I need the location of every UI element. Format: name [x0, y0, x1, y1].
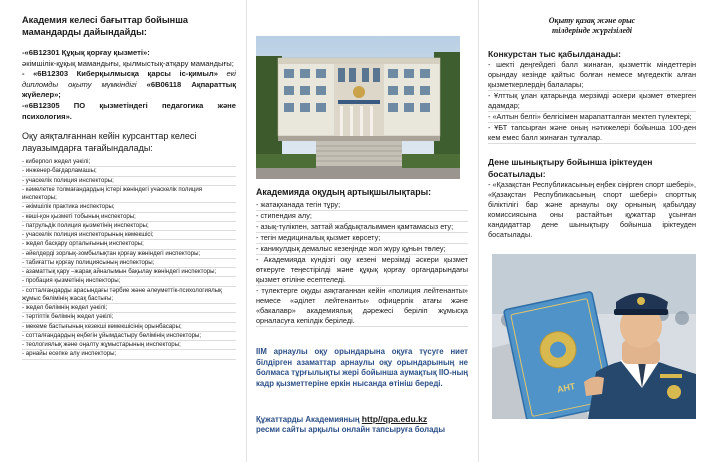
sport-text: - «Қазақстан Республикасының еңбек сіңірген спорт шебері», «Қазақстан Республикасының спорт шебері» спорттық біліктілігі бар және арнаулы оқу орнының қабылдау комиссиясына оны растайтын құжаттар ұсынған кандидаттар дене шынықтыру бойынша іріктеуден босатылады. [488, 180, 696, 239]
position-item: - көші-қон қызметі тобының инспекторы; [22, 213, 236, 222]
position-item: - теологиялық және оңалту жұмыстарының инспекторы; [22, 341, 236, 350]
advantage-item: - азық-түлікпен, заттай жабдықталыммен қамтамасыз ету; [256, 222, 468, 233]
position-item: - учаскелік полиция инспекторының көмекшісі; [22, 231, 236, 240]
building-photo [256, 36, 460, 179]
position-item: - тәртіптік бөлімнің жедел уәкілі; [22, 313, 236, 322]
position-item: - мекеме бастығының кезекші көмекшісінің орынбасары; [22, 323, 236, 332]
building-illustration [256, 36, 460, 179]
language-note: Оқыту қазақ және орыс тілдерінде жүргізіледі [548, 16, 636, 35]
oath-illustration [492, 254, 696, 419]
advantage-item: - каникулдық демалыс кезеңінде жол жүру құнын төлеу; [256, 244, 468, 255]
oath-photo [492, 254, 696, 419]
program-pedagogy: -«6B12305 ПО қызметіндегі педагогика және психология». [22, 100, 236, 121]
sport-title: Дене шынықтыру бойынша іріктеуден босатылады: [488, 157, 653, 179]
svg-text:АНТ: АНТ [556, 381, 577, 395]
position-item: - сотталғандардың еңбегін ұйымдастыру бөлімінің инспекторы; [22, 332, 236, 341]
advantages-list [256, 200, 468, 327]
quota-list [488, 60, 696, 144]
position-item: - пробация қызметінің инспекторы; [22, 277, 236, 286]
column-programs [22, 0, 236, 462]
quota-item: - ҰБТ тапсырған және оның нәтижелері бойынша 100-ден кем емес балл жинаған тұлғалар. [488, 123, 696, 142]
quota-item: - шекті деңгейдегі балл жинаған, қызметтік міндеттерін орындау кезінде қайтыс болған немесе мүгедектік алған қызметкерлердің балалары; [488, 60, 696, 89]
position-item: - патрульдік полиция қызметінің инспекторы; [22, 222, 236, 231]
position-item: - инженер-бағдарламашы; [22, 167, 236, 176]
position-item: - кәмелетке толмағандардың істері жөніндегі учаскелік полиция инспекторы; [22, 186, 236, 204]
fold-line [246, 0, 247, 462]
advantage-item: - стипендия алу; [256, 211, 468, 222]
column-advantages [256, 0, 468, 462]
program-law-enforcement: -«6B12301 Құқық қорғау қызметі»: әкімшілік-құқық мамандығы, қылмыстық-атқару мамандығы; [22, 48, 234, 68]
positions-list [22, 158, 236, 360]
programs-title: Академия келесі бағыттар бойынша мамандарды дайындайды: [22, 15, 188, 37]
column-admission [488, 0, 696, 462]
advantage-item: - жатақханада тегін тұру; [256, 200, 468, 211]
position-item: - жедел басқару орталығының инспекторы; [22, 240, 236, 249]
advantages-title: Академияда оқудың артықшылықтары: [256, 187, 432, 197]
position-item: - учаскелік полиция инспекторы; [22, 177, 236, 186]
online-registration: Құжаттарды Академияның http//qpa.edu.kz ресми сайты арқылы онлайн тапсыруға болады [256, 413, 446, 435]
position-item: - сотталғандарды арасындағы тәрбие және әлеуметтік-психологиялық жұмыс бөлімінің жасақ бастығы; [22, 287, 236, 305]
quota-title: Конкурстан тыс қабылданады: [488, 49, 622, 59]
position-item: - азаматтық қару –жарақ айналымын бақылау жөніндегі инспекторы; [22, 268, 236, 277]
application-notice: ІІМ арнаулы оқу орындарына оқуға түсуге ниет білдірген азаматтар арнаулы оқу орындарының не болмаса тұрғылықты жері бойынша аумақтық ІІО-ның кадр қызметтеріне еркін нысанда өтініш береді. [256, 346, 468, 389]
advantage-item: - Академияда күндізгі оқу кезені мерзімді әскери қызмет өткеруге теңестірілді және құқық қорғау органдарындағы қызмет өтіліне есептеледі. [256, 255, 468, 284]
position-item: - әкімшілік практика инспекторы; [22, 203, 236, 212]
advantage-item: - түлектерге оқуды аяқтағаннан кейін «полиция лейтенанты» немесе «әділет лейтенанты» офицерлік атағы және «бакалавр» академиялық дәрежесі беріліп жұмысқа орналасуға кепілдік беріледі. [256, 286, 468, 325]
position-item: - арнайы есепке алу инспекторы; [22, 350, 236, 359]
position-item: - әйелдерді зорлық-зомбылықтан қорғау жөніндегі инспекторы; [22, 250, 236, 259]
quota-item: - Ұлттық ұлан қатарында мерзімді әскери қызмет өткерген адамдар; [488, 91, 696, 110]
advantage-item: - тегін медициналық қызмет көрсету; [256, 233, 468, 244]
position-item: - киберпол жедел уәкілі; [22, 158, 236, 167]
website-link[interactable]: http//qpa.edu.kz [361, 413, 428, 424]
positions-title: Оқу аяқталғаннан кейін курсанттар келесі лауазымдарға тағайындалады: [22, 131, 197, 153]
program-cybercrime: - «6B12303 Киберқылмысқа қарсы іс-қимыл» екі дипломды оқыту мүмкіндігі «6B06118 Ақпараттық жүйелер»; [22, 69, 236, 100]
fold-line [478, 0, 479, 462]
quota-item: - «Алтын белгі» белгісімен марапатталған мектеп түлектері; [488, 112, 696, 123]
position-item: - табиғатты қорғау полициясының инспекторы; [22, 259, 236, 268]
position-item: - жедел бөлімнің жедел уәкілі; [22, 304, 236, 313]
